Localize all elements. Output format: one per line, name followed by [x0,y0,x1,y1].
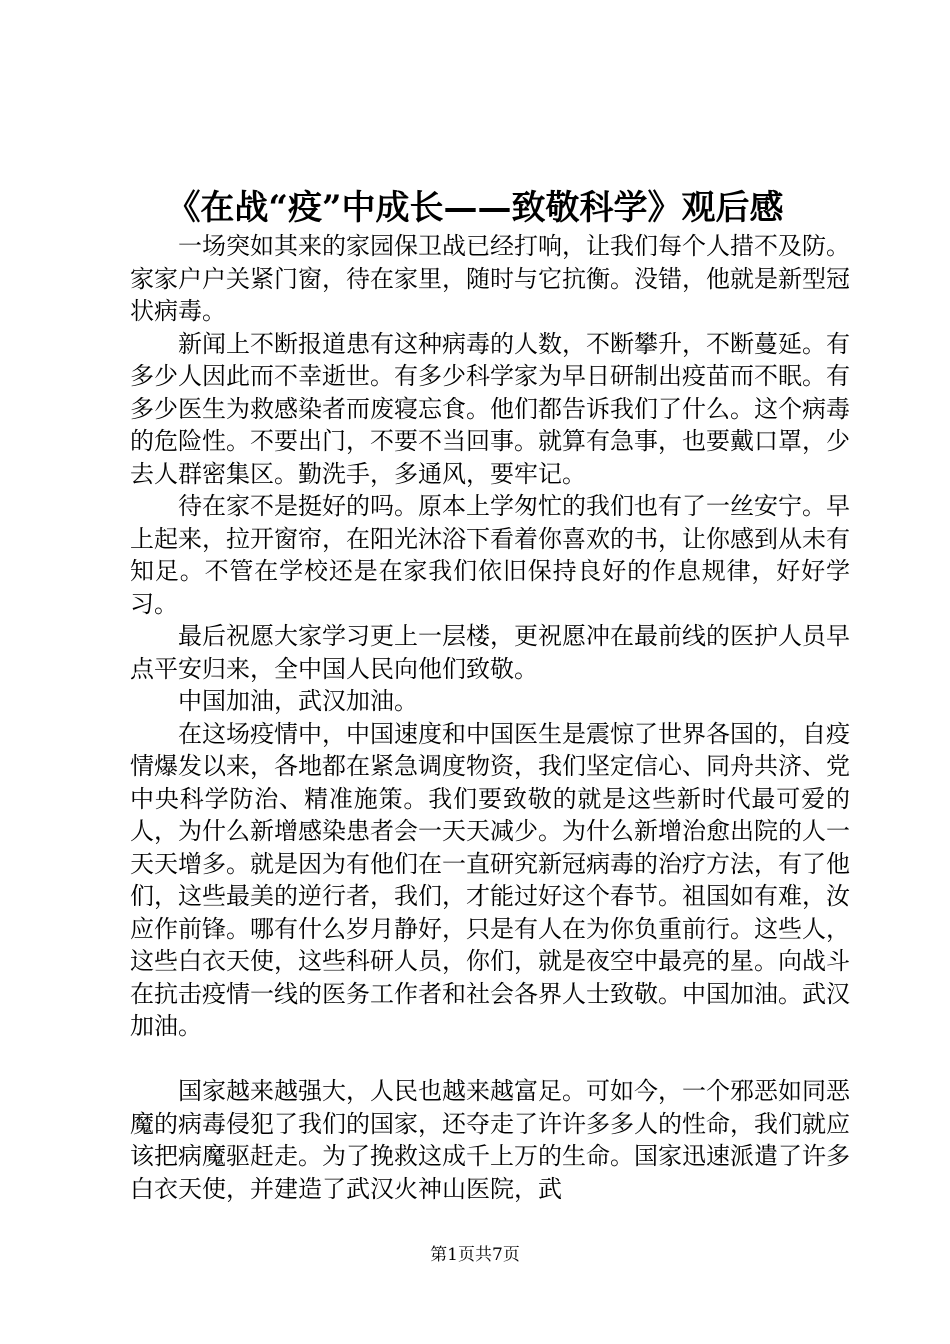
page-footer [0,1243,950,1267]
paragraph-3: 待在家不是挺好的吗。原本上学匆忙的我们也有了一丝安宁。早上起来，拉开窗帘，在阳光沐浴下看着你喜欢的书，让你感到从未有知足。不管在学校还是在家我们依旧保持良好的作息规律，好好学习。 [130,492,850,618]
document-title: 《在战“疫”中成长——致敬科学》观后感 [166,188,784,228]
document-body [130,230,850,1205]
paragraph-6: 在这场疫情中，中国速度和中国医生是震惊了世界各国的，自疫情爆发以来，各地都在紧急调度物资，我们坚定信心、同舟共济、党中央科学防治、精准施策。我们要致敬的就是这些新时代最可爱的人，为什么新增感染患者会一天天减少。为什么新增治愈出院的人一天天增多。就是因为有他们在一直研究新冠病毒的治疗方法，有了他们，这些最美的逆行者，我们，才能过好这个春节。祖国如有难，汝应作前锋。哪有什么岁月静好，只是有人在为你负重前行。这些人，这些白衣天使，这些科研人员，你们，就是夜空中最亮的星。向战斗在抗击疫情一线的医务工作者和社会各界人士致敬。中国加油。武汉加油。 [130,719,850,1040]
paragraph-1: 一场突如其来的家园保卫战已经打响，让我们每个人措不及防。家家户户关紧门窗，待在家里，随时与它抗衡。没错，他就是新型冠状病毒。 [130,232,850,325]
paragraph-5: 中国加油，武汉加油。 [178,687,418,715]
paragraph-7: 国家越来越强大，人民也越来越富足。可如今，一个邪恶如同恶魔的病毒侵犯了我们的国家，还夺走了许许多多人的性命，我们就应该把病魔驱赶走。为了挽救这成千上万的生命。国家迅速派遣了许多白衣天使，并建造了武汉火神山医院，武 [130,1077,850,1203]
paragraph-2: 新闻上不断报道患有这种病毒的人数，不断攀升，不断蔓延。有多少人因此而不幸逝世。有多少科学家为早日研制出疫苗而不眠。有多少医生为救感染者而废寝忘食。他们都告诉我们了什么。这个病毒的危险性。不要出门，不要不当回事。就算有急事，也要戴口罩，少去人群密集区。勤洗手，多通风，要牢记。 [130,329,850,488]
page-total: 共7页 [475,1245,520,1265]
paragraph-spacer [130,1043,850,1076]
page-number: 第1页 [430,1245,475,1265]
paragraph-4: 最后祝愿大家学习更上一层楼，更祝愿冲在最前线的医护人员早点平安归来，全中国人民向他们致敬。 [130,622,850,683]
